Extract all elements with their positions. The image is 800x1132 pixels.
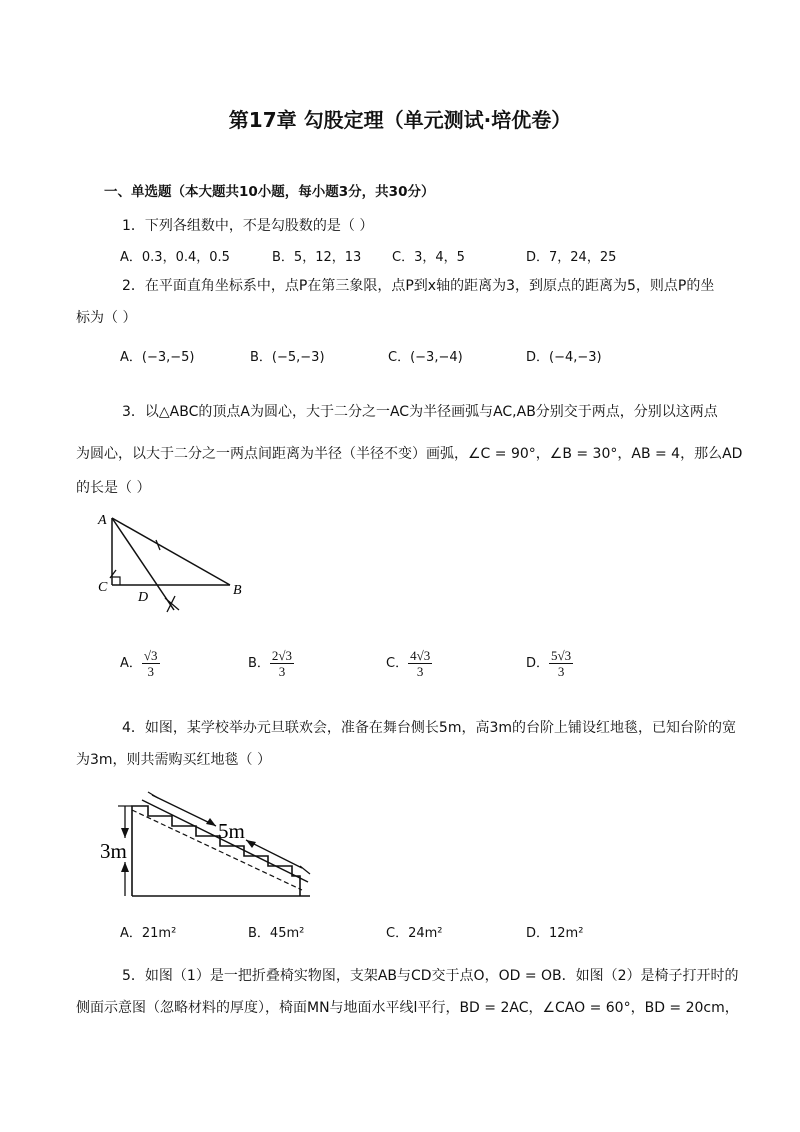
q3-option-c: C． $\frac{4√3}{3}$ [386, 648, 431, 679]
q4-option-d: D．12m² [526, 926, 584, 941]
height-label: 3m [100, 839, 127, 863]
question-2-line1: 2．在平面直角坐标系中，点P在第三象限，点P到x轴的距离为3，到原点的距离为5，则点P的坐 [122, 278, 715, 294]
q3-option-b: B． $\frac{2√3}{3}$ [248, 648, 293, 679]
q4-option-b: B．45m² [248, 926, 305, 941]
q1-option-d: D．7，24，25 [526, 250, 617, 265]
question-5-line2: 侧面示意图（忽略材料的厚度），椅面MN与地面水平线l平行，BD = 2AC，∠CAO = 60°，BD = 20cm， [76, 1000, 739, 1016]
q3-option-a: A． $\frac{√3}{3}$ [120, 648, 158, 679]
label-a: A [98, 513, 107, 528]
q1-option-c: C．3，4，5 [392, 250, 465, 265]
q2-option-b: B．(−5,−3) [250, 350, 325, 365]
stairs-figure [96, 778, 336, 902]
section-heading: 一、单选题（本大题共10小题，每小题3分，共30分） [104, 184, 435, 200]
label-d: D [138, 590, 149, 605]
q2-option-c: C．(−3,−4) [388, 350, 463, 365]
question-3-line2: 为圆心，以大于二分之一两点间距离为半径（半径不变）画弧，∠C = 90°，∠B = 30°，AB = 4，那么AD [76, 446, 743, 462]
question-5-line1: 5．如图（1）是一把折叠椅实物图，支架AB与CD交于点O，OD = OB．如图（2）是椅子打开时的 [122, 968, 739, 984]
q4-option-c: C．24m² [386, 926, 443, 941]
q2-option-d: D．(−4,−3) [526, 350, 602, 365]
slope-label: 5m [218, 819, 245, 843]
question-1-text: 1．下列各组数中，不是勾股数的是（ ） [122, 218, 374, 234]
page-title: 第17章 勾股定理（单元测试·培优卷） [228, 108, 572, 132]
question-3-line3: 的长是（ ） [76, 480, 151, 496]
question-4-line2: 为3m，则共需购买红地毯（ ） [76, 752, 271, 768]
q1-option-a: A．0.3，0.4，0.5 [120, 250, 230, 265]
q1-option-b: B．5，12，13 [272, 250, 362, 265]
question-2-line2: 标为（ ） [76, 310, 137, 326]
question-4-line1: 4．如图，某学校举办元旦联欢会，准备在舞台侧长5m，高3m的台阶上铺设红地毯，已知台阶的宽 [122, 720, 736, 736]
label-b: B [233, 583, 242, 598]
q2-option-a: A．(−3,−5) [120, 350, 195, 365]
label-c: C [98, 580, 108, 595]
question-3-line1: 3．以△ABC的顶点A为圆心，大于二分之一AC为半径画弧与AC,AB分别交于两点，分别以这两点 [122, 404, 718, 420]
q4-option-a: A．21m² [120, 926, 177, 941]
triangle-figure [90, 508, 250, 618]
q3-option-d: D． $\frac{5√3}{3}$ [526, 648, 572, 679]
